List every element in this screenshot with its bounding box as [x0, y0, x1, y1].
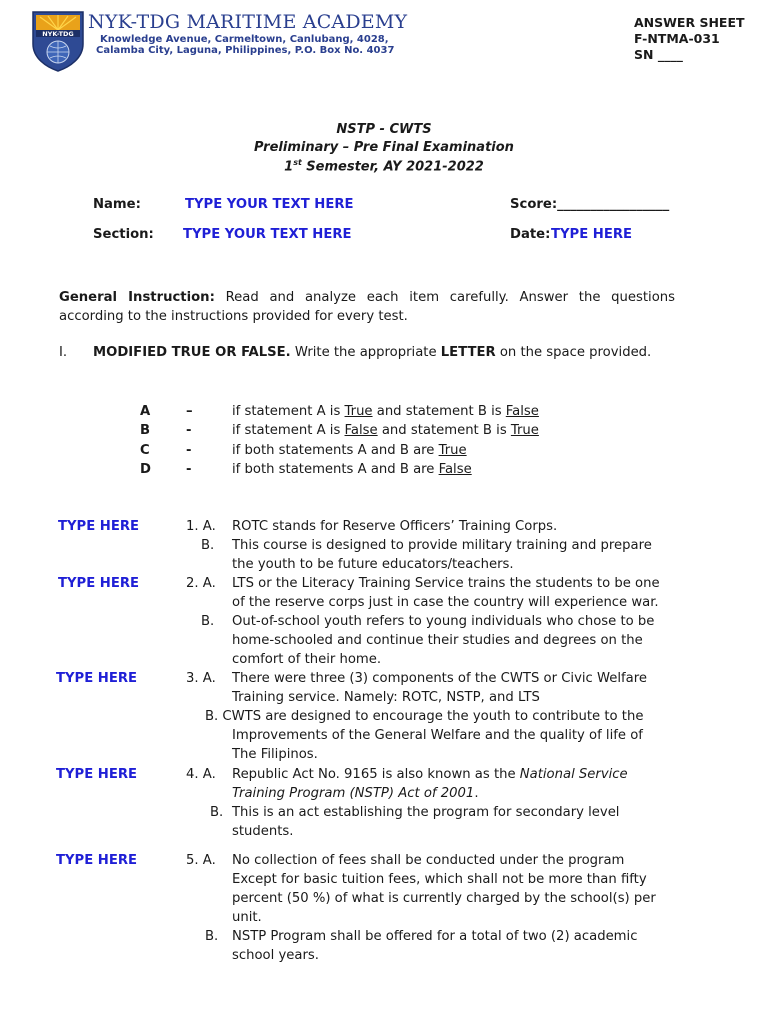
statement-b: This course is designed to provide military training and prepare [232, 538, 652, 553]
serial-number: SN ____ [634, 47, 683, 62]
statement-a: of the reserve corps just in case the country will experience war. [232, 595, 659, 610]
statement-b: NSTP Program shall be offered for a total of two (2) academic [232, 929, 638, 944]
academy-address-line1: Knowledge Avenue, Carmeltown, Canlubang, 4028, [100, 34, 389, 45]
statement-b: school years. [232, 948, 319, 963]
statement-b: B. CWTS are designed to encourage the youth to contribute to the [205, 709, 644, 724]
statement-a: percent (50 %) of what is currently charged by the school(s) per [232, 891, 656, 906]
question-number: 3. A. [186, 671, 216, 686]
answer-field-3[interactable]: TYPE HERE [56, 671, 138, 686]
statement-a: Training service. Namely: ROTC, NSTP, and LTS [232, 690, 540, 705]
statement-b-label: B. [205, 929, 219, 944]
course-title: NSTP - CWTS [336, 122, 432, 137]
statement-b: This is an act establishing the program for secondary level [232, 805, 620, 820]
academy-address-line2: Calamba City, Laguna, Philippines, P.O. Box No. 4037 [96, 45, 395, 56]
academy-logo [30, 10, 86, 72]
question-number: 5. A. [186, 853, 216, 868]
statement-b: the youth to be future educators/teachers. [232, 557, 514, 572]
svg-text:NYK-TDG: NYK-TDG [42, 30, 74, 38]
test-number: I. [59, 345, 68, 360]
statement-a: unit. [232, 910, 262, 925]
answer-field-2[interactable]: TYPE HERE [58, 576, 140, 591]
academy-name: NYK-TDG MARITIME ACADEMY [88, 11, 408, 33]
statement-a: LTS or the Literacy Training Service trains the students to be one [232, 576, 660, 591]
name-label: Name: [93, 197, 141, 212]
answer-field-1[interactable]: TYPE HERE [58, 519, 140, 534]
statement-b-label: B. [201, 614, 215, 629]
statement-b: students. [232, 824, 294, 839]
date-input[interactable]: TYPE HERE [551, 227, 633, 242]
date-label: Date: [510, 227, 551, 242]
answer-field-5[interactable]: TYPE HERE [56, 853, 138, 868]
general-instruction: General Instruction: Read and analyze each item carefully. Answer the questions according to the instructions provided for every test. [59, 290, 675, 324]
answer-sheet-label: ANSWER SHEET [634, 15, 745, 30]
statement-b: home-schooled and continue their studies and degrees on the [232, 633, 643, 648]
semester-line: 1st Semester, AY 2021-2022 [284, 158, 484, 175]
form-code: F-NTMA-031 [634, 31, 720, 46]
statement-b: Improvements of the General Welfare and the quality of life of [232, 728, 643, 743]
section-label: Section: [93, 227, 154, 242]
exam-title: Preliminary – Pre Final Examination [254, 140, 514, 155]
statement-b-label: B. [201, 538, 215, 553]
name-input[interactable]: TYPE YOUR TEXT HERE [185, 197, 354, 212]
statement-a: ROTC stands for Reserve Officers’ Training Corps. [232, 519, 558, 534]
question-number: 1. A. [186, 519, 216, 534]
statement-a: Except for basic tuition fees, which shall not be more than fifty [232, 872, 647, 887]
statement-b: The Filipinos. [232, 747, 318, 762]
question-number: 2. A. [186, 576, 216, 591]
test-instruction: MODIFIED TRUE OR FALSE. Write the appropriate LETTER on the space provided. [93, 345, 652, 360]
statement-b: Out-of-school youth refers to young individuals who chose to be [232, 614, 655, 629]
statement-b-label: B. [210, 805, 224, 820]
section-input[interactable]: TYPE YOUR TEXT HERE [183, 227, 352, 242]
score-label: Score:_________________ [510, 197, 670, 212]
answer-field-4[interactable]: TYPE HERE [56, 767, 138, 782]
statement-a: Training Program (NSTP) Act of 2001. [232, 786, 479, 801]
statement-a: No collection of fees shall be conducted under the program [232, 853, 625, 868]
statement-a: There were three (3) components of the CWTS or Civic Welfare [232, 671, 647, 686]
statement-b: comfort of their home. [232, 652, 382, 667]
statement-a: Republic Act No. 9165 is also known as the National Service [232, 767, 628, 782]
question-number: 4. A. [186, 767, 216, 782]
